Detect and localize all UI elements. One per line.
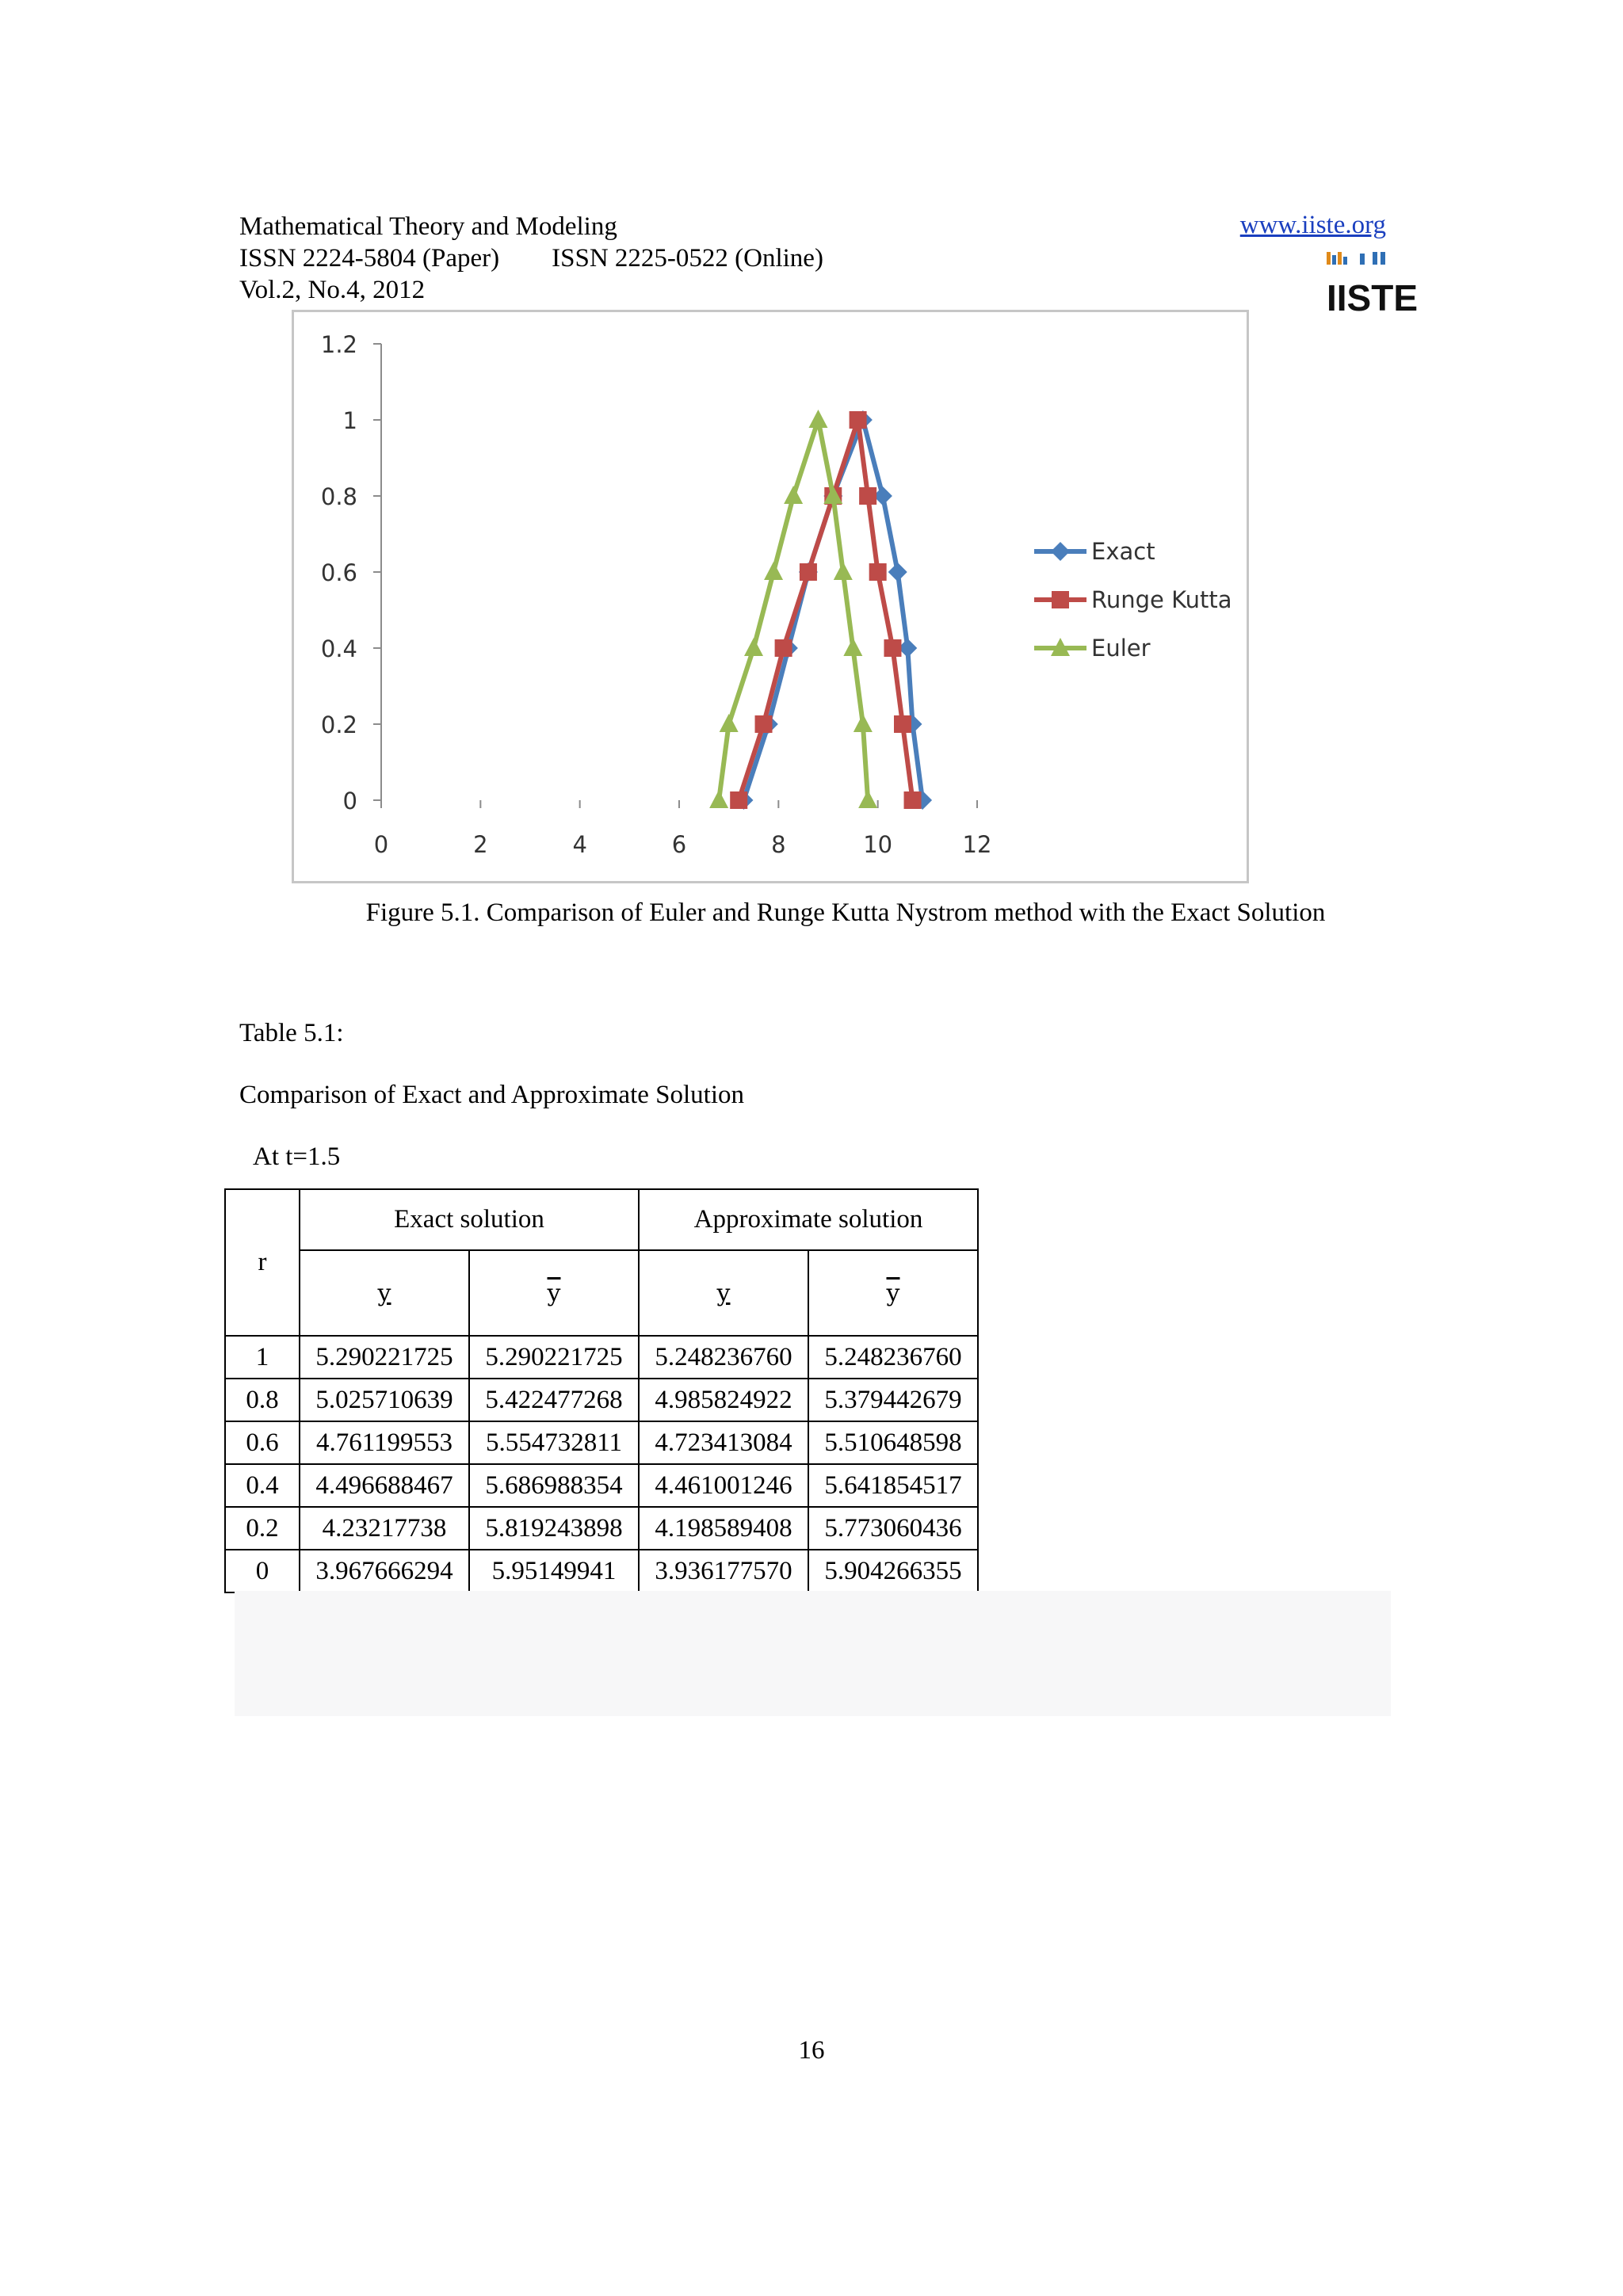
table-cell: 5.686988354 [469, 1464, 639, 1507]
data-point [894, 715, 911, 733]
table-row [225, 1421, 978, 1464]
legend-label: Runge Kutta [1091, 586, 1232, 613]
table-cell: 4.985824922 [639, 1379, 808, 1421]
table-cell: 4.761199553 [300, 1421, 469, 1464]
row-r-value: 0 [225, 1550, 300, 1592]
table-cell: 5.025710639 [300, 1379, 469, 1421]
x-tick-label: 6 [671, 831, 687, 858]
row-r-value: 1 [225, 1336, 300, 1379]
table-cell: 3.967666294 [300, 1550, 469, 1592]
chart-plot-area [294, 312, 1247, 881]
sub-header-y-upper: $\overline{y}$ [547, 1279, 561, 1307]
table-cell: 5.290221725 [300, 1336, 469, 1379]
data-point [834, 562, 853, 580]
x-tick-label: 10 [863, 831, 893, 858]
data-point [843, 638, 862, 656]
group-header-approx: Approximate solution [639, 1189, 978, 1250]
row-r-value: 0.4 [225, 1464, 300, 1507]
gray-band [235, 1591, 1391, 1716]
legend-marker [1051, 542, 1070, 561]
data-point [730, 791, 747, 809]
table-cell: 4.23217738 [300, 1507, 469, 1550]
table-cell: 5.379442679 [808, 1379, 978, 1421]
data-point [884, 639, 901, 657]
issn-line: ISSN 2224-5804 (Paper) ISSN 2225-0522 (Online) [239, 244, 823, 273]
table-row [225, 1336, 978, 1379]
iiste-logo [1325, 250, 1419, 318]
data-point [869, 563, 887, 581]
table-cell: 5.819243898 [469, 1507, 639, 1550]
table-row [225, 1379, 978, 1421]
row-r-value: 0.8 [225, 1379, 300, 1421]
table-cell: 3.936177570 [639, 1550, 808, 1592]
data-point [850, 411, 867, 429]
solution-table [224, 1188, 979, 1593]
table-cell: 5.248236760 [639, 1336, 808, 1379]
row-r-value: 0.2 [225, 1507, 300, 1550]
journal-title: Mathematical Theory and Modeling [239, 212, 617, 241]
x-tick-label: 12 [962, 831, 992, 858]
sub-header-y-upper: $\overline{y}$ [886, 1279, 900, 1307]
table-cell: 5.773060436 [808, 1507, 978, 1550]
legend-label: Exact [1091, 538, 1155, 565]
journal-url-link[interactable]: www.iiste.org [1239, 211, 1386, 239]
row-r-value: 0.6 [225, 1421, 300, 1464]
data-point [755, 715, 773, 733]
data-point [858, 790, 877, 808]
volume-line: Vol.2, No.4, 2012 [239, 276, 426, 304]
table-cell: 5.904266355 [808, 1550, 978, 1592]
page-number: 16 [798, 2036, 825, 2065]
corner-header: r [225, 1189, 300, 1336]
data-point [808, 410, 827, 428]
x-tick-label: 0 [373, 831, 389, 858]
table-cell: 5.641854517 [808, 1464, 978, 1507]
data-point [859, 487, 876, 505]
y-tick-label: 1.2 [320, 331, 357, 358]
y-tick-label: 1 [342, 407, 357, 434]
table-cell: 5.554732811 [469, 1421, 639, 1464]
table-cell: 4.723413084 [639, 1421, 808, 1464]
table-cell: 5.248236760 [808, 1336, 978, 1379]
series-line-0 [743, 420, 922, 800]
table-cell: 4.198589408 [639, 1507, 808, 1550]
table-cell: 5.422477268 [469, 1379, 639, 1421]
y-tick-label: 0.6 [320, 559, 357, 586]
group-header-exact: Exact solution [300, 1189, 639, 1250]
sub-header-y-lower: y [377, 1279, 391, 1307]
table-row [225, 1507, 978, 1550]
data-point [775, 639, 792, 657]
y-tick-label: 0.4 [320, 635, 357, 662]
x-tick-label: 2 [473, 831, 488, 858]
table-row [225, 1550, 978, 1592]
table-condition: At t=1.5 [253, 1142, 341, 1171]
x-tick-label: 4 [572, 831, 587, 858]
table-label: Table 5.1: [239, 1019, 344, 1047]
y-tick-label: 0 [342, 788, 357, 814]
y-tick-label: 0.2 [320, 711, 357, 738]
data-point [744, 638, 763, 656]
table-cell: 5.290221725 [469, 1336, 639, 1379]
table-cell: 5.510648598 [808, 1421, 978, 1464]
table-row [225, 1464, 978, 1507]
figure-caption: Figure 5.1. Comparison of Euler and Runge Kutta Nystrom method with the Exact Solution [365, 898, 1326, 927]
sub-header-y-lower: y [716, 1279, 731, 1307]
table-cell: 4.461001246 [639, 1464, 808, 1507]
table-title: Comparison of Exact and Approximate Solution [239, 1081, 744, 1109]
legend-marker [1052, 591, 1069, 608]
data-point [784, 486, 803, 504]
data-point [709, 790, 728, 808]
data-point [854, 714, 873, 732]
y-tick-label: 0.8 [320, 483, 357, 510]
table-cell: 5.95149941 [469, 1550, 639, 1592]
data-point [720, 714, 739, 732]
comparison-chart [292, 310, 1249, 883]
data-point [904, 791, 922, 809]
table-cell: 4.496688467 [300, 1464, 469, 1507]
svg-text:IISTE: IISTE [1327, 277, 1419, 318]
data-point [764, 562, 783, 580]
x-tick-label: 8 [771, 831, 786, 858]
data-point [800, 563, 817, 581]
legend-label: Euler [1091, 635, 1151, 662]
data-point [888, 563, 907, 582]
